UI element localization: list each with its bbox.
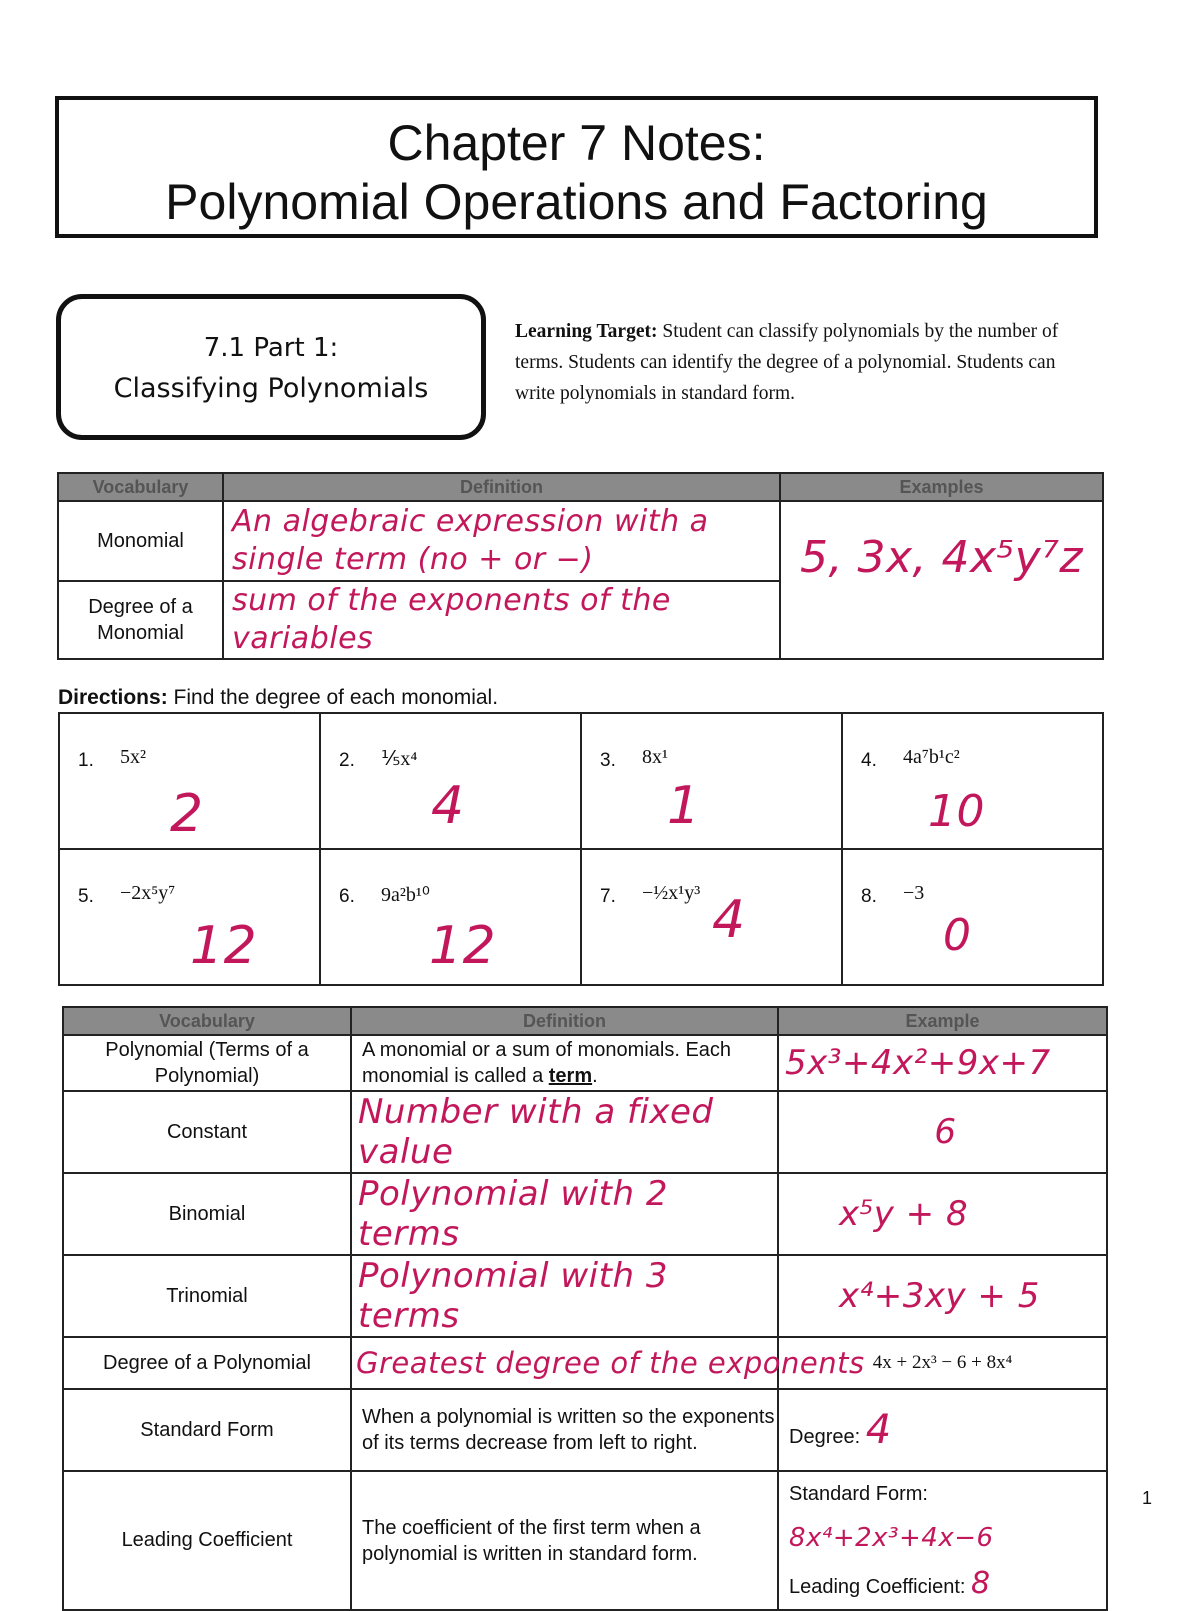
term-binomial: Binomial (63, 1173, 351, 1255)
section-number: 7.1 Part 1: (203, 333, 339, 363)
problem-answer: 2 (170, 784, 204, 844)
term-polynomial: Polynomial (Terms of a Polynomial) (63, 1035, 351, 1091)
definition-monomial: An algebraic expression with a single term (no + or −) (223, 501, 780, 581)
term-standard-form: Standard Form (63, 1389, 351, 1471)
problem-answer: 4 (712, 890, 746, 950)
example-leading-coefficient-label: Leading Coefficient: (789, 1576, 966, 1598)
problem-answer: 10 (928, 786, 985, 837)
problem-5: 5. −2x⁵y⁷ 12 (59, 849, 320, 985)
problem-expression: 8x¹ (642, 746, 668, 768)
learning-target (515, 316, 1075, 409)
vocabulary-table-polynomial (62, 1006, 1108, 1611)
definition-polynomial: A monomial or a sum of monomials. Each monomial is called a term. (351, 1035, 778, 1091)
problem-answer: 0 (943, 910, 972, 961)
vocabulary-table-monomial (57, 472, 1104, 660)
chapter-subtitle: Polynomial Operations and Factoring (165, 174, 988, 230)
examples-monomial: 5, 3x, 4x⁵y⁷z (780, 501, 1103, 659)
definition-standard-form: When a polynomial is written so the exponents of its terms decrease from left to right. (351, 1389, 778, 1471)
problem-expression: 9a²b¹⁰ (381, 884, 430, 906)
example-degree-label: Degree: (789, 1426, 861, 1448)
problem-expression: 4a⁷b¹c² (903, 746, 960, 768)
learning-target-text: Student can classify polynomials by the number of terms. Students can identify the degree of a polynomial. Students can write polynomials in standard form. (515, 321, 1059, 404)
definition-leading-coefficient: The coefficient of the first term when a polynomial is written in standard form. (351, 1471, 778, 1610)
section-title: Classifying Polynomials (113, 373, 429, 404)
chapter-title: Chapter 7 Notes: (387, 115, 766, 171)
problem-1: 1. 5x² 2 (59, 713, 320, 849)
problem-answer: 12 (190, 916, 258, 976)
problem-expression: −2x⁵y⁷ (120, 882, 176, 904)
example-binomial: x⁵y + 8 (778, 1173, 1107, 1255)
example-constant: 6 (778, 1091, 1107, 1173)
example-degree-polynomial: 4x + 2x³ − 6 + 8x⁴ (778, 1337, 1107, 1389)
term-monomial: Monomial (58, 501, 223, 581)
header-definition: Definition (223, 473, 780, 501)
degree-problems-grid (58, 712, 1104, 986)
problem-expression: −3 (903, 882, 925, 904)
problem-4: 4. 4a⁷b¹c² 10 (842, 713, 1103, 849)
directions (58, 686, 498, 710)
problem-answer: 4 (431, 776, 465, 836)
problem-8: 8. −3 0 (842, 849, 1103, 985)
term-leading-coefficient: Leading Coefficient (63, 1471, 351, 1610)
definition-trinomial: Polynomial with 3 terms (351, 1255, 778, 1337)
header-example: Example (778, 1007, 1107, 1035)
problem-6: 6. 9a²b¹⁰ 12 (320, 849, 581, 985)
example-polynomial: 5x³+4x²+9x+7 (778, 1035, 1107, 1091)
problem-expression: −½x¹y³ (642, 882, 701, 904)
example-degree (778, 1389, 1107, 1471)
directions-label: Directions: (58, 686, 168, 709)
header-examples: Examples (780, 473, 1103, 501)
section-box (56, 294, 486, 440)
problem-answer: 1 (667, 776, 701, 836)
problem-7: 7. −½x¹y³ 4 (581, 849, 842, 985)
definition-degree-polynomial: Greatest degree of the exponents (351, 1337, 778, 1389)
problem-expression: ⅕x⁴ (381, 748, 418, 770)
term-degree-monomial: Degree of a Monomial (58, 581, 223, 659)
example-trinomial: x⁴+3xy + 5 (778, 1255, 1107, 1337)
term-trinomial: Trinomial (63, 1255, 351, 1337)
term-degree-polynomial: Degree of a Polynomial (63, 1337, 351, 1389)
problem-2: 2. ⅕x⁴ 4 (320, 713, 581, 849)
chapter-title-box (55, 96, 1098, 238)
term-constant: Constant (63, 1091, 351, 1173)
directions-text: Find the degree of each monomial. (173, 686, 499, 709)
header-definition: Definition (351, 1007, 778, 1035)
example-degree-value: 4 (865, 1407, 892, 1453)
problem-answer: 12 (429, 916, 497, 976)
page-number: 1 (1141, 1488, 1152, 1508)
example-standard-form (778, 1471, 1107, 1610)
example-leading-coefficient-value: 8 (971, 1566, 991, 1601)
header-vocabulary: Vocabulary (58, 473, 223, 501)
term-keyword: term (548, 1065, 593, 1087)
example-standard-form-label: Standard Form: (789, 1483, 928, 1505)
learning-target-label: Learning Target: (515, 321, 658, 342)
problem-expression: 5x² (120, 746, 146, 768)
definition-constant: Number with a fixed value (351, 1091, 778, 1173)
problem-3: 3. 8x¹ 1 (581, 713, 842, 849)
definition-degree-monomial: sum of the exponents of the variables (223, 581, 780, 659)
header-vocabulary: Vocabulary (63, 1007, 351, 1035)
example-standard-form-value: 8x⁴+2x³+4x−6 (789, 1523, 994, 1553)
definition-binomial: Polynomial with 2 terms (351, 1173, 778, 1255)
